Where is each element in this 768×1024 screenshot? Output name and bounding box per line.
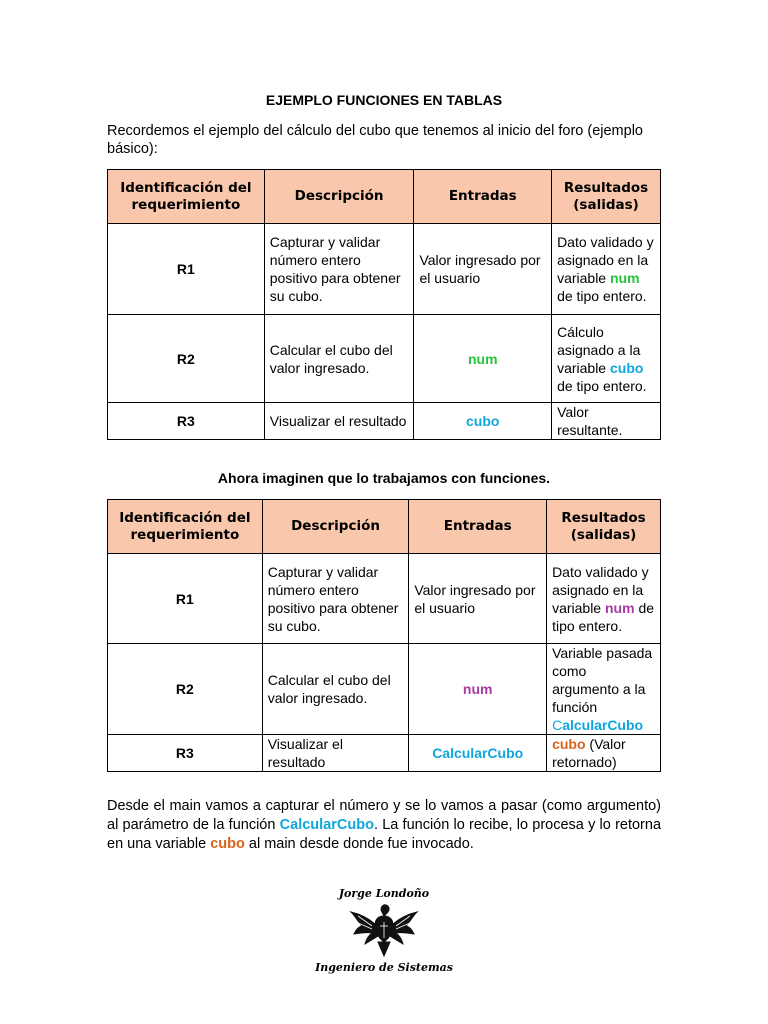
req-output: Cálculo asignado a la variable cubo de tipo entero. [552,315,661,403]
header-desc: Descripción [264,170,414,224]
req-desc: Capturar y validar número entero positivo para obtener su cubo. [264,224,414,315]
header-out: Resultados (salidas) [552,170,661,224]
req-desc: Calcular el cubo del valor ingresado. [262,644,409,735]
req-desc: Visualizar el resultado [264,403,414,440]
table-header-row [108,170,661,224]
req-input: cubo [414,403,552,440]
header-out: Resultados (salidas) [547,500,661,554]
req-desc: Capturar y validar número entero positivo para obtener su cubo. [262,554,409,644]
req-input: Valor ingresado por el usuario [409,554,547,644]
table-row [108,315,661,403]
req-desc: Calcular el cubo del valor ingresado. [264,315,414,403]
var-num: num [604,599,635,616]
req-id: R2 [108,644,263,735]
requirements-table-functions [107,499,661,772]
intro-paragraph: Recordemos el ejemplo del cálculo del cubo que tenemos al inicio del foro (ejemplo básico): [107,123,643,157]
table-row [108,403,661,440]
req-id: R1 [108,224,265,315]
header-desc: Descripción [262,500,409,554]
var-cubo: cubo [552,736,586,752]
var-cubo: cubo [609,359,644,376]
header-id: Identificación del requerimiento [108,170,265,224]
header-id: Identificación del requerimiento [108,500,263,554]
var-calcularcubo: alcularCubo [562,717,644,733]
req-output: Dato validado y asignado en la variable num de tipo entero. [547,554,661,644]
section-subtitle: Ahora imaginen que lo trabajamos con funciones. [217,470,551,486]
table-row [108,735,661,772]
req-output: cubo (Valor retornado) [547,735,661,772]
req-id: R3 [108,735,263,772]
eagle-emblem-icon [348,902,420,960]
function-name: CalcularCubo [279,817,374,833]
req-desc: Visualizar el resultado [262,735,409,772]
closing-paragraph: Desde el main vamos a capturar el número y se lo vamos a pasar (como argumento) al parámetro de la función CalcularCubo. La función lo recibe, lo procesa y lo retorna en una variable cubo al main desde donde fue invocado. [107,798,662,852]
table-header-row [108,500,661,554]
signature-title: Ingeniero de Sistemas [315,961,453,974]
req-input: num [414,315,552,403]
req-id: R3 [108,403,265,440]
req-input: num [409,644,547,735]
req-output: Variable pasada como argumento a la función CalcularCubo [547,644,661,735]
table-row [108,224,661,315]
header-in: Entradas [414,170,552,224]
req-id: R1 [108,554,263,644]
page-title: EJEMPLO FUNCIONES EN TABLAS [265,92,503,108]
var-num: num [609,270,640,286]
requirements-table-basic [107,169,661,440]
table-row [108,644,661,735]
header-in: Entradas [409,500,547,554]
req-input: CalcularCubo [409,735,547,772]
table-row [108,554,661,644]
req-output: Valor resultante. [552,403,661,440]
req-output: Dato validado y asignado en la variable num de tipo entero. [552,224,661,315]
req-id: R2 [108,315,265,403]
variable-name: cubo [210,836,245,852]
req-input: Valor ingresado por el usuario [414,224,552,315]
signature-name: Jorge Londoño [338,887,430,900]
